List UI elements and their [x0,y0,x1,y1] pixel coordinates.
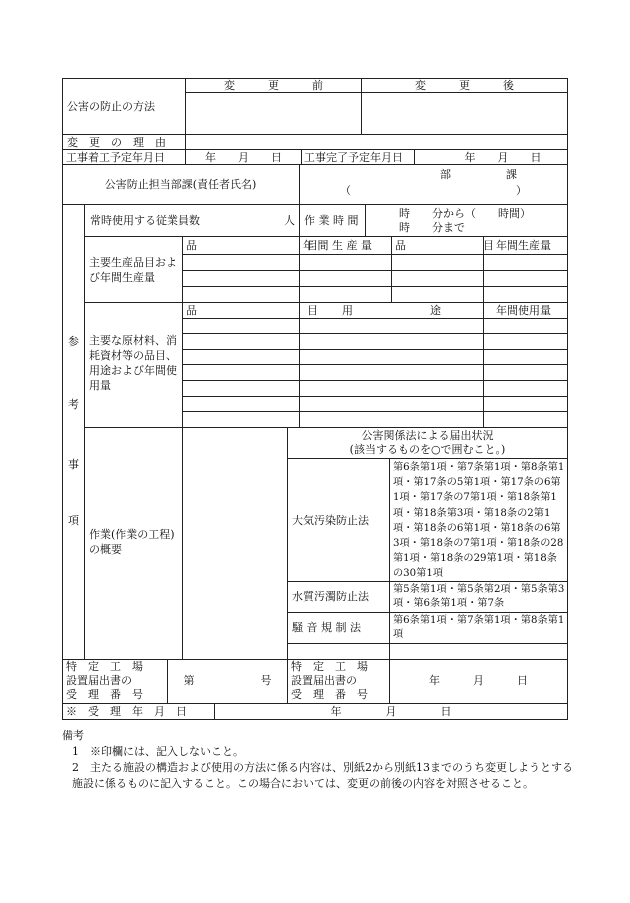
materials-label: 主要な原材料、消耗資材等の品目、用途および年間使用量 [89,334,177,392]
materials-header: 品 目 [186,304,318,317]
notes-title: 備考 [62,729,84,742]
hours-from: 時 分から（ 時間） [399,207,531,220]
products-header: 品 目 [186,239,318,252]
receipt-label-a: 特 定 工 場 [66,660,143,673]
employees-label: 常時使用する従業員数 [90,214,200,227]
receipt-label-a: 受 理 番 号 [66,688,143,701]
law-status-title: 公害関係法による届出状況 [361,429,494,442]
end-date-label: 工事完了予定年月日 [304,151,403,164]
end-date-value: 年 月 日 [464,151,542,164]
start-date-label: 工事着工予定年月日 [66,151,165,164]
dept-label: 公害防止担当部課(責任者氏名) [104,178,257,191]
law-name: 騒 音 規 制 法 [292,621,361,634]
law-name: 大気汚染防止法 [292,514,369,527]
start-date-value: 年 月 日 [205,151,282,164]
note-item: 1 ※印欄には、記入しないこと。 [72,745,244,758]
work-overview-label: 作業(作業の工程)の概要 [89,528,175,556]
official-receipt-date: 年 月 日 [330,705,452,718]
receipt-date: 年 月 日 [429,674,528,687]
reason-label: 変 更 の 理 由 [67,136,166,149]
dept-value: 部 課 [440,168,517,181]
products-header: 年間生産量 [496,239,551,252]
receipt-label-a: 設置届出書の [66,674,132,687]
side-char: 考 [68,398,79,411]
law-articles: 第5条第1項・第5条第2項・第5条第3項・第6条第1項・第7条 [393,584,565,609]
products-label: 主要生産品目および年間生産量 [89,256,177,284]
official-receipt-label: ※ 受 理 年 月 日 [66,705,187,718]
law-status-sub: (該当するものを○で囲むこと。) [349,443,506,456]
products-header: 年 間 生 産 量 [303,239,372,252]
employees-unit: 人 [284,214,295,227]
note-item: 2 主たる施設の構造および使用の方法に係る内容は、別紙2から別紙13までのうち変更しようとする施設に係るものに記入すること。この場合においては、変更の前後の内容を対照させること。 [72,761,573,790]
before-column-header: 変 更 前 [224,79,323,92]
law-articles: 第6条第1項・第7条第1項・第8条第1項 [393,615,565,640]
prevention-method-label: 公害の防止の方法 [67,100,155,113]
side-char: 事 [68,458,79,471]
products-header: 品 目 [395,239,494,252]
receipt-number: 第 号 [183,674,272,687]
after-column-header: 変 更 後 [415,79,514,92]
hours-to: 時 分まで [399,221,465,234]
receipt-label-b: 受 理 番 号 [291,688,368,701]
receipt-label-b: 設置届出書の [291,674,357,687]
dept-paren: （ ） [340,184,527,197]
law-articles: 第6条第1項・第7条第1項・第8条第1項・第17条の5第1項・第17条の6第1項・第17条の7第1項・第18条第1項・第18条第3項・第18条の2第1項・第18条の6第1項・第18条の6第3項・第18条の7第1項・第18条の28第1項・第18条の29第1項・第18条の30第1項 [393,462,565,580]
notes [62,728,582,792]
materials-header: 用 途 [342,304,441,317]
receipt-label-b: 特 定 工 場 [291,660,368,673]
work-hours-label: 作 業 時 間 [304,214,359,227]
materials-header: 年間使用量 [496,304,551,317]
side-char: 参 [68,335,79,348]
side-char: 項 [68,514,79,527]
law-name: 水質汚濁防止法 [292,590,369,603]
